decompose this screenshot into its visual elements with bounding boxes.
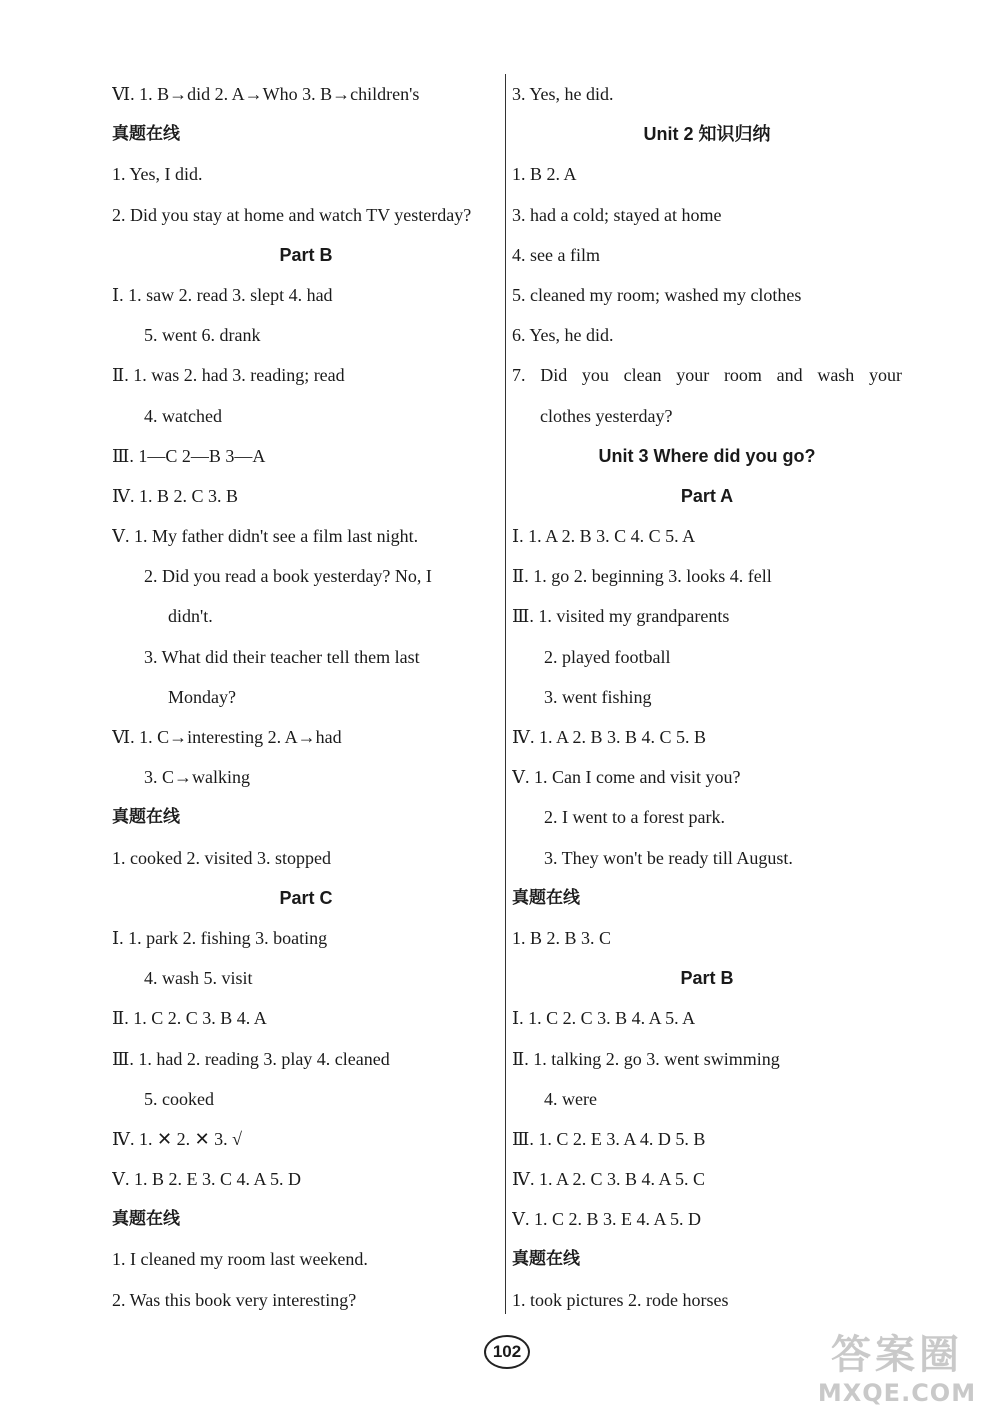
- answer-line: 3. had a cold; stayed at home: [512, 204, 722, 225]
- section-heading: 真题在线: [512, 887, 580, 908]
- answer-line: Ⅵ. 1. C→interesting 2. A→had: [112, 727, 342, 747]
- watermark-url: MXQE.COM: [817, 1379, 977, 1407]
- watermark-text: 答案圈: [831, 1332, 963, 1378]
- column-divider: [505, 74, 506, 1314]
- right-column: [512, 74, 902, 1320]
- answer-line: 5. went 6. drank: [144, 325, 261, 346]
- answer-line: 5. cooked: [144, 1088, 214, 1109]
- answer-line: 1. Yes, I did.: [112, 164, 203, 185]
- unit-heading: Unit 2 知识归纳: [643, 124, 771, 145]
- part-heading: Part A: [680, 485, 734, 506]
- answer-line: 2. Was this book very interesting?: [112, 1289, 357, 1310]
- answer-line: 2. Did you read a book yesterday? No, I: [144, 566, 432, 587]
- answer-line: Ⅴ. 1. My father didn't see a film last night.: [112, 526, 419, 547]
- answer-line: Ⅳ. 1. B 2. C 3. B: [112, 485, 238, 506]
- answer-line: 5. cleaned my room; washed my clothes: [512, 284, 802, 305]
- answer-line: Ⅱ. 1. talking 2. go 3. went swimming: [512, 1048, 780, 1069]
- answer-line: 2. played football: [544, 646, 671, 667]
- answer-line: Ⅳ. 1. A 2. C 3. B 4. A 5. C: [512, 1169, 706, 1190]
- answer-line: Ⅰ. 1. C 2. C 3. B 4. A 5. A: [512, 1008, 696, 1029]
- page-number: 102: [484, 1335, 530, 1369]
- part-heading: Part B: [680, 968, 734, 989]
- watermark-logo: [802, 1331, 992, 1411]
- answer-line: 7. Did you clean your room and wash your: [512, 365, 902, 386]
- answer-line: Ⅳ. 1. A 2. B 3. B 4. C 5. B: [512, 727, 707, 747]
- answer-line: Ⅳ. 1. ✕ 2. ✕ 3. √: [112, 1128, 243, 1149]
- answer-line: Ⅴ. 1. C 2. B 3. E 4. A 5. D: [512, 1209, 702, 1230]
- unit-heading: Unit 3 Where did you go?: [598, 445, 816, 466]
- answer-line: 4. see a film: [512, 244, 600, 265]
- answer-line: 6. Yes, he did.: [512, 325, 614, 346]
- answer-line: 3. They won't be ready till August.: [544, 847, 793, 868]
- answer-line: 2. Did you stay at home and watch TV yesterday?: [112, 204, 472, 225]
- section-heading: 真题在线: [112, 807, 180, 828]
- answer-line: 1. B 2. A: [512, 164, 577, 185]
- answer-line: Ⅲ. 1—C 2—B 3—A: [112, 445, 266, 466]
- answer-line: didn't.: [168, 606, 213, 627]
- answer-line: 1. cooked 2. visited 3. stopped: [112, 847, 331, 868]
- section-heading: 真题在线: [112, 124, 180, 145]
- answer-line: Ⅰ. 1. saw 2. read 3. slept 4. had: [112, 284, 333, 305]
- answer-line: 3. went fishing: [544, 686, 652, 707]
- answer-line: Ⅴ. 1. Can I come and visit you?: [512, 767, 741, 788]
- section-heading: 真题在线: [512, 1249, 580, 1270]
- part-heading: Part B: [279, 244, 333, 265]
- answer-line: Ⅱ. 1. C 2. C 3. B 4. A: [112, 1008, 267, 1029]
- answer-line: 4. were: [544, 1088, 597, 1109]
- answer-line: Ⅲ. 1. visited my grandparents: [512, 606, 730, 627]
- answer-line: Monday?: [168, 686, 236, 707]
- answer-line: 3. C→walking: [144, 767, 250, 788]
- answer-line: Ⅲ. 1. C 2. E 3. A 4. D 5. B: [512, 1128, 706, 1149]
- answer-line: 4. wash 5. visit: [144, 968, 253, 989]
- answer-line: 4. watched: [144, 405, 222, 426]
- answer-line: 3. What did their teacher tell them last: [144, 646, 420, 667]
- answer-line: 2. I went to a forest park.: [544, 807, 725, 828]
- section-heading: 真题在线: [112, 1209, 180, 1230]
- answer-line: clothes yesterday?: [540, 405, 673, 426]
- answer-line: 1. B 2. B 3. C: [512, 927, 612, 948]
- answer-line: Ⅱ. 1. was 2. had 3. reading; read: [112, 365, 345, 386]
- answer-line: 1. took pictures 2. rode horses: [512, 1289, 729, 1310]
- answer-line: Ⅱ. 1. go 2. beginning 3. looks 4. fell: [512, 566, 772, 587]
- answer-line: Ⅵ. 1. B→did 2. A→Who 3. B→children's: [112, 84, 420, 104]
- answer-line: Ⅰ. 1. A 2. B 3. C 4. C 5. A: [512, 526, 696, 547]
- answer-line: 3. Yes, he did.: [512, 84, 614, 104]
- answer-line: Ⅲ. 1. had 2. reading 3. play 4. cleaned: [112, 1048, 390, 1069]
- answer-line: 1. I cleaned my room last weekend.: [112, 1249, 368, 1270]
- answer-line: Ⅰ. 1. park 2. fishing 3. boating: [112, 927, 328, 948]
- part-heading: Part C: [279, 887, 333, 908]
- answer-line: Ⅴ. 1. B 2. E 3. C 4. A 5. D: [112, 1169, 302, 1190]
- left-column: [112, 74, 500, 1320]
